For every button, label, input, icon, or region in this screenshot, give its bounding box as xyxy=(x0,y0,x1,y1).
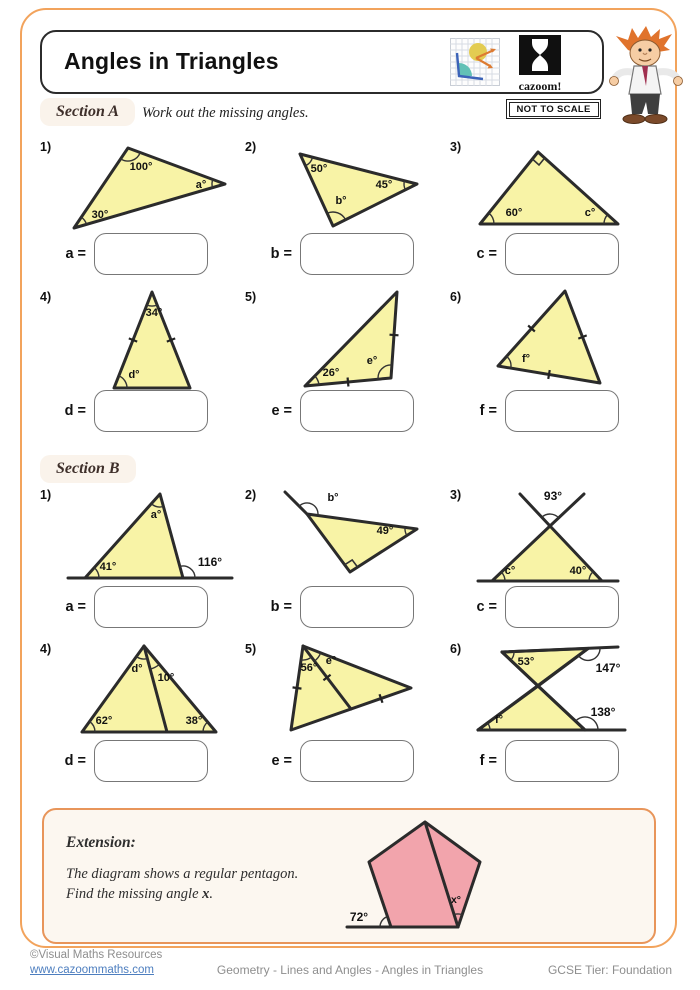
angle-label: 147° xyxy=(595,661,621,675)
angle-label: 40° xyxy=(569,565,587,577)
extension-line2-period: . xyxy=(209,886,214,902)
answer-box-b-e[interactable] xyxy=(300,740,414,782)
answer-box-b-d[interactable] xyxy=(94,740,208,782)
problem-number: 1) xyxy=(40,140,52,154)
extension-heading: Extension: xyxy=(66,834,136,851)
answer-row-f xyxy=(463,390,619,432)
problem-a4 xyxy=(40,286,250,404)
extension-line2-text: Find the missing angle xyxy=(66,886,203,902)
answer-box-b-b[interactable] xyxy=(300,586,414,628)
triangle-a3-diagram xyxy=(450,136,660,246)
angle-label: 34° xyxy=(145,307,163,319)
answer-box-b[interactable] xyxy=(300,233,414,275)
problem-b6 xyxy=(450,638,660,756)
cazoom-logo-icon xyxy=(519,35,561,75)
answer-label-a: a = xyxy=(65,246,86,262)
problem-number: 4) xyxy=(40,290,52,304)
answer-row-d xyxy=(52,390,208,432)
footer-copyright: ©Visual Maths Resources xyxy=(30,949,163,961)
angle-label: f° xyxy=(494,714,504,726)
problem-number: 6) xyxy=(450,290,462,304)
triangle-b6-diagram xyxy=(450,638,660,750)
angle-label: x° xyxy=(450,894,462,906)
problem-b2 xyxy=(245,484,455,602)
not-to-scale-badge: NOT TO SCALE xyxy=(506,99,601,119)
angle-label: a° xyxy=(195,179,207,191)
angle-label: 138° xyxy=(590,705,616,719)
triangle-b1-diagram xyxy=(40,484,245,596)
angle-label: 93° xyxy=(543,489,563,503)
extension-line2 xyxy=(66,886,213,903)
answer-label: d = xyxy=(64,753,86,769)
answer-box-b-c[interactable] xyxy=(505,586,619,628)
answer-box-d[interactable] xyxy=(94,390,208,432)
answer-box-b-a[interactable] xyxy=(94,586,208,628)
angle-label: 30° xyxy=(91,209,109,221)
angle-label: 41° xyxy=(99,561,117,573)
answer-row-b-b xyxy=(258,586,414,628)
problem-a5 xyxy=(245,286,455,404)
answer-row-b-f xyxy=(463,740,619,782)
answer-label: c = xyxy=(476,599,497,615)
problem-b5 xyxy=(245,638,455,756)
problem-a6 xyxy=(450,286,660,404)
problem-number: 5) xyxy=(245,290,257,304)
problem-b3 xyxy=(450,484,660,602)
section-a-label: Section A xyxy=(40,98,135,126)
answer-label-b: b = xyxy=(270,246,292,262)
triangle-b4-diagram xyxy=(40,638,245,750)
answer-row-a xyxy=(52,233,208,275)
answer-box-e[interactable] xyxy=(300,390,414,432)
problem-number: 5) xyxy=(245,642,257,656)
answer-label: f = xyxy=(479,753,497,769)
triangle-a1-diagram xyxy=(40,136,245,246)
answer-box-c[interactable] xyxy=(505,233,619,275)
section-a-instruction: Work out the missing angles. xyxy=(142,105,309,121)
footer-website-link[interactable]: www.cazoommaths.com xyxy=(30,964,154,976)
cazoom-logo-text: cazoom! xyxy=(518,79,562,93)
page-title: Angles in Triangles xyxy=(64,48,279,74)
angle-label: 100° xyxy=(129,161,153,173)
answer-label: b = xyxy=(270,599,292,615)
angle-label: c° xyxy=(584,207,596,219)
angles-graphic-icon xyxy=(450,38,500,86)
mascot-character xyxy=(606,26,686,134)
triangle-b5-diagram xyxy=(245,638,450,750)
triangle-a5-diagram xyxy=(245,286,450,398)
angle-label: 38° xyxy=(185,715,203,727)
answer-row-b-c xyxy=(463,586,619,628)
angle-label: c° xyxy=(504,565,516,577)
triangle-b2-diagram xyxy=(245,484,450,596)
answer-row-b xyxy=(258,233,414,275)
angle-label: 26° xyxy=(322,367,340,379)
problem-number: 1) xyxy=(40,488,52,502)
problem-number: 2) xyxy=(245,140,257,154)
angle-label: 10° xyxy=(157,672,175,684)
angle-label: a° xyxy=(150,509,162,521)
answer-row-e xyxy=(258,390,414,432)
answer-row-b-e xyxy=(258,740,414,782)
angle-label: 60° xyxy=(505,207,523,219)
answer-row-b-a xyxy=(52,586,208,628)
answer-label: e = xyxy=(271,753,292,769)
angle-label: f° xyxy=(521,353,531,365)
angle-label: 62° xyxy=(95,715,113,727)
cazoom-logo xyxy=(514,35,566,94)
angle-label: d° xyxy=(128,369,140,381)
angle-label: e° xyxy=(366,355,378,367)
extension-variable: x xyxy=(202,886,210,902)
angle-label: 116° xyxy=(197,555,223,569)
triangle-a6-diagram xyxy=(450,286,660,398)
answer-label-f: f = xyxy=(479,403,497,419)
angle-label: b° xyxy=(327,492,339,504)
answer-box-b-f[interactable] xyxy=(505,740,619,782)
angle-label: 56° xyxy=(300,662,318,674)
problem-number: 6) xyxy=(450,642,462,656)
angle-label: 49° xyxy=(376,525,394,537)
angle-label: b° xyxy=(335,195,347,207)
triangle-a4-diagram xyxy=(40,286,245,398)
answer-label: a = xyxy=(65,599,86,615)
answer-row-c xyxy=(463,233,619,275)
angle-label: d° xyxy=(131,663,143,675)
problem-b1 xyxy=(40,484,250,602)
answer-label-d: d = xyxy=(64,403,86,419)
answer-label-c: c = xyxy=(476,246,497,262)
problem-number: 3) xyxy=(450,488,462,502)
extension-line1: The diagram shows a regular pentagon. xyxy=(66,866,299,882)
answer-box-f[interactable] xyxy=(505,390,619,432)
angle-label: 45° xyxy=(375,179,393,191)
triangle-a2-diagram xyxy=(245,136,450,246)
triangle-b3-diagram xyxy=(450,484,660,596)
angle-label: 53° xyxy=(517,656,535,668)
footer-tier-text: GCSE Tier: Foundation xyxy=(547,963,672,977)
angle-label: 50° xyxy=(310,163,328,175)
angle-label: e° xyxy=(325,655,337,667)
footer-center-text: Geometry - Lines and Angles - Angles in Triangles xyxy=(216,963,484,977)
header xyxy=(40,30,604,94)
problem-b4 xyxy=(40,638,250,756)
problem-number: 4) xyxy=(40,642,52,656)
pentagon-diagram xyxy=(295,812,525,937)
answer-row-b-d xyxy=(52,740,208,782)
answer-box-a[interactable] xyxy=(94,233,208,275)
angle-label: 72° xyxy=(349,910,369,924)
answer-label-e: e = xyxy=(271,403,292,419)
section-b-label: Section B xyxy=(40,455,136,483)
problem-number: 2) xyxy=(245,488,257,502)
problem-number: 3) xyxy=(450,140,462,154)
